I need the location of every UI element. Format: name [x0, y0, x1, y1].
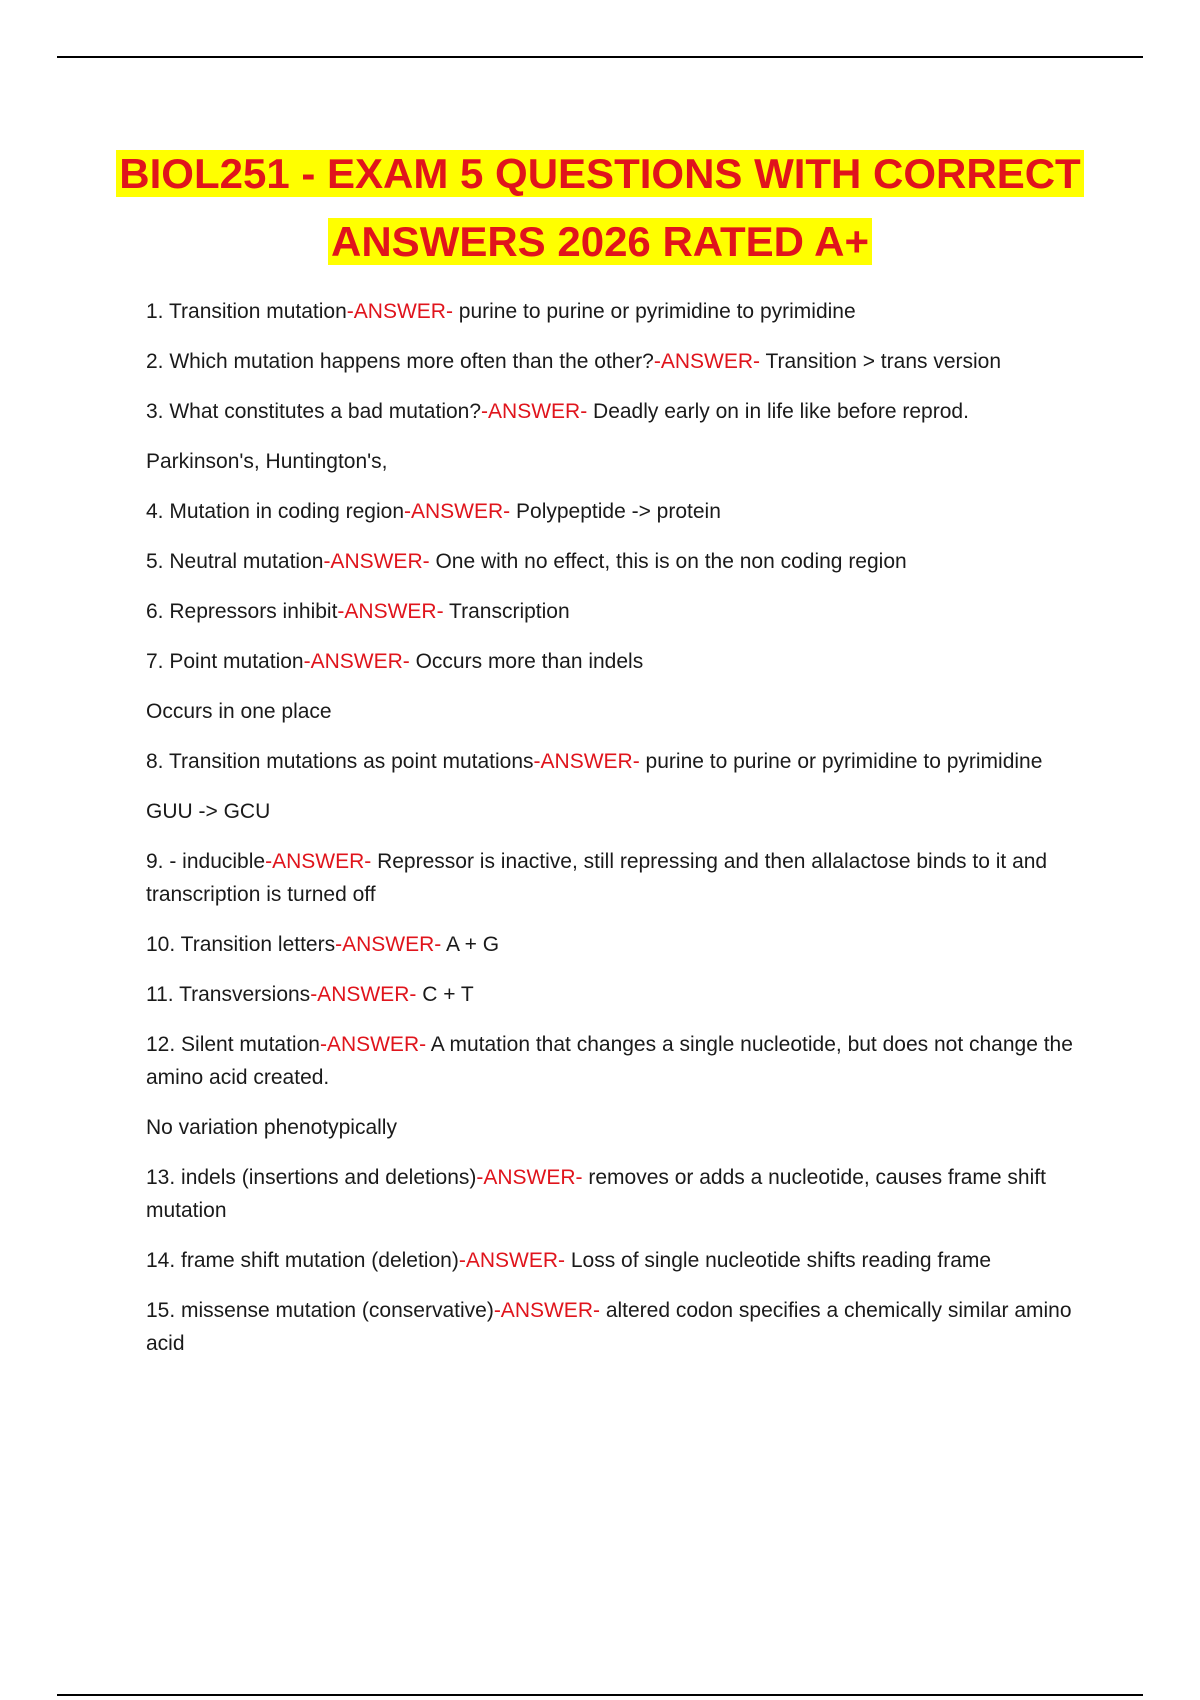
question-text: 8. Transition mutations as point mutations: [146, 750, 534, 773]
answer-text: Polypeptide -> protein: [510, 500, 721, 523]
qa-item: [146, 745, 1106, 778]
answer-marker: -ANSWER-: [337, 600, 444, 623]
answer-marker: -ANSWER-: [458, 1249, 565, 1272]
question-text: 11. Transversions: [146, 983, 311, 1006]
page-title: [0, 140, 1200, 276]
top-rule: [57, 56, 1143, 58]
answer-marker: -ANSWER-: [346, 300, 453, 323]
qa-item: [146, 1244, 1106, 1277]
qa-item: [146, 1161, 1106, 1227]
question-text: 6. Repressors inhibit: [146, 600, 338, 623]
answer-marker: -ANSWER-: [319, 1033, 427, 1056]
answer-text: A + G: [441, 933, 500, 956]
question-text: 15. missense mutation (conservative): [146, 1299, 494, 1322]
answer-note: Parkinson's, Huntington's,: [146, 450, 388, 473]
title-line-1: BIOL251 - EXAM 5 QUESTIONS WITH CORRECT: [116, 150, 1083, 197]
qa-item: [146, 295, 1106, 328]
question-text: 10. Transition letters: [146, 933, 336, 956]
answer-marker: -ANSWER-: [265, 850, 372, 873]
question-text: 1. Transition mutation: [146, 300, 347, 323]
question-text: 7. Point mutation: [146, 650, 304, 673]
qa-item: [146, 595, 1106, 628]
qa-item: [146, 978, 1106, 1011]
answer-marker: -ANSWER-: [310, 983, 417, 1006]
qa-item: [146, 395, 1106, 428]
question-text: 5. Neutral mutation: [146, 550, 324, 573]
answer-text: Repressor is inactive, still repressing and then allalactose binds to it and transcription is turned off: [146, 850, 1048, 906]
question-text: 14. frame shift mutation (deletion): [146, 1249, 459, 1272]
question-text: 13. indels (insertions and deletions): [146, 1166, 477, 1189]
question-text: 12. Silent mutation: [146, 1033, 320, 1056]
answer-marker: -ANSWER-: [335, 933, 442, 956]
qa-item: [146, 1028, 1106, 1094]
qa-list: [146, 295, 1106, 1377]
answer-text: A mutation that changes a single nucleotide, but does not change the amino acid created.: [146, 1033, 1073, 1089]
answer-marker: -ANSWER-: [303, 650, 410, 673]
qa-item: [146, 1294, 1106, 1360]
answer-text: purine to purine or pyrimidine to pyrimidine: [639, 750, 1043, 773]
answer-text: Loss of single nucleotide shifts reading frame: [565, 1249, 992, 1272]
answer-text: Transcription: [443, 600, 570, 623]
answer-marker: -ANSWER-: [493, 1299, 600, 1322]
question-text: 3. What constitutes a bad mutation?: [146, 400, 482, 423]
answer-text: purine to purine or pyrimidine to pyrimidine: [452, 300, 856, 323]
answer-text: One with no effect, this is on the non coding region: [429, 550, 907, 573]
answer-note: GUU -> GCU: [146, 800, 271, 823]
answer-marker: -ANSWER-: [653, 350, 760, 373]
qa-item: [146, 345, 1106, 378]
answer-text: Deadly early on in life like before reprod.: [587, 400, 969, 423]
qa-item: [146, 495, 1106, 528]
title-line-2: ANSWERS 2026 RATED A+: [328, 218, 872, 265]
question-text: 2. Which mutation happens more often than the other?: [146, 350, 654, 373]
answer-note: No variation phenotypically: [146, 1116, 397, 1139]
answer-marker: -ANSWER-: [476, 1166, 583, 1189]
answer-text: Transition > trans version: [760, 350, 1002, 373]
qa-item: [146, 928, 1106, 961]
answer-marker: -ANSWER-: [533, 750, 640, 773]
answer-marker: -ANSWER-: [481, 400, 588, 423]
answer-marker: -ANSWER-: [404, 500, 511, 523]
answer-text: removes or adds a nucleotide, causes frame shift mutation: [146, 1166, 1046, 1222]
answer-text: altered codon specifies a chemically similar amino acid: [146, 1299, 1072, 1355]
question-text: 4. Mutation in coding region: [146, 500, 404, 523]
answer-text: Occurs more than indels: [409, 650, 644, 673]
qa-item: [146, 545, 1106, 578]
answer-text: C + T: [416, 983, 474, 1006]
qa-item: [146, 845, 1106, 911]
answer-marker: -ANSWER-: [323, 550, 430, 573]
question-text: 9. - inducible: [146, 850, 266, 873]
answer-note: Occurs in one place: [146, 700, 332, 723]
qa-item: [146, 645, 1106, 678]
bottom-rule: [57, 1694, 1143, 1696]
